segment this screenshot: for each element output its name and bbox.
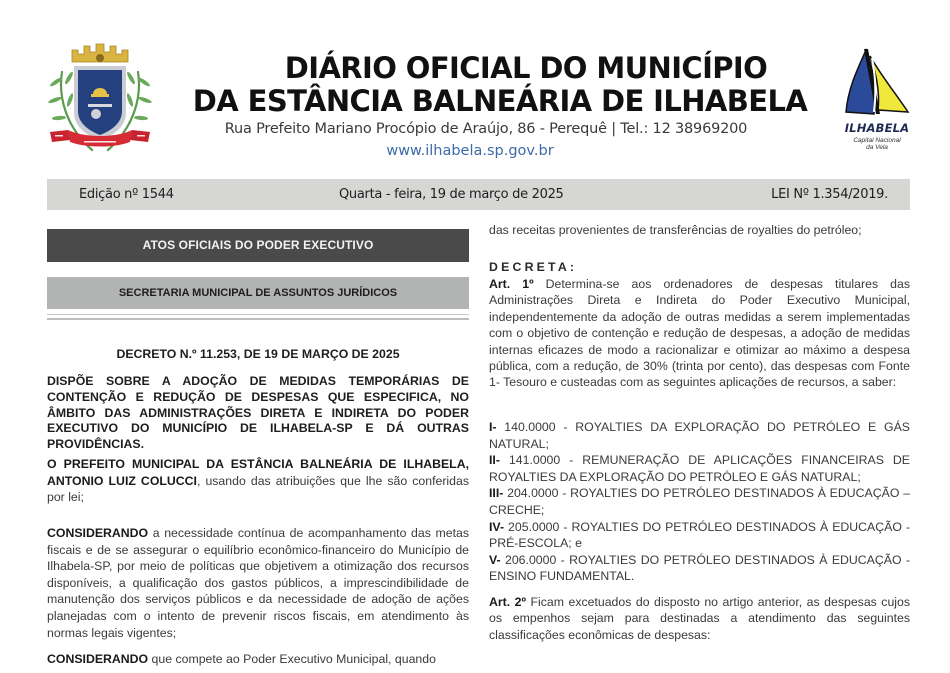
prefeito-paragraph: O PREFEITO MUNICIPAL DA ESTÂNCIA BALNEÁRIA DE ILHABELA, ANTONIO LUIZ COLUCCI, usando das atribuições que lhe são conferidas por lei; (47, 457, 469, 505)
article-2: Art. 2º Ficam excetuados do disposto no artigo anterior, as despesas cujos os empenhos sejam para destinadas a atendimento das seguintes classificações econômicas de despesas: (489, 595, 911, 642)
incisos-list (489, 419, 910, 585)
brand-name: ILHABELA (844, 121, 910, 135)
brand-tagline: Capital Nacional da Vela (853, 137, 901, 151)
decree-ementa: DISPÕE SOBRE A ADOÇÃO DE MEDIDAS TEMPORÁRIAS DE CONTENÇÃO E REDUÇÃO DE DESPESAS QUE ESPECIFICA, NO ÂMBITO DAS ADMINISTRAÇÕES DIRETA E INDIRETA DO PODER EXECUTIVO DO MUNICÍPIO DE ILHABELA-SP E DÁ OUTRAS PROVIDÊNCIAS. (47, 374, 469, 452)
masthead-address: Rua Prefeito Mariano Procópio de Araújo, 86 - Perequê | Tel.: 12 38969200 (224, 121, 748, 137)
list-item: II- 141.0000 - REMUNERAÇÃO DE APLICAÇÕES FINANCEIRAS DE ROYALTIES DA EXPLORAÇÃO DO PETRÓLEO E GÁS NATURAL; (489, 453, 910, 484)
considerando-paragraph: CONSIDERANDO a necessidade contínua de acompanhamento das metas fiscais e de se assegurar o equilíbrio econômico-financeiro do Município de Ilhabela-SP, por meio de políticas que objetivem a otimização dos recursos disponíveis, a qualificação dos gastos públicos, a imprescindibilidade de manutenção dos serviços públicos e da necessidade de adoção de ações planejadas com o intento de prevenir riscos fiscais, em atendimento às normas legais vigentes; (47, 526, 469, 640)
masthead-title-line1: DIÁRIO OFICIAL DO MUNICÍPIO (284, 51, 768, 85)
subsection-header: SECRETARIA MUNICIPAL DE ASSUNTOS JURÍDICOS (47, 277, 469, 309)
article-1: Art. 1º Determina-se aos ordenadores de despesas titulares das Administrações Direta e Indireta do Poder Executivo Municipal, independentemente da adoção de outras medidas a serem implementadas com o objetivo de contenção e redução de despesas, a adoção de medidas internas eficazes de modo a racionalizar e otimizar ao máximo a despesa pública, com a redução, de 30% (trinta por cento), das despesas com Fonte 1- Tesouro e custeadas com as seguintes aplicações de recursos, a saber: (489, 277, 910, 390)
edition-law-reference: LEI Nº 1.354/2019. (771, 187, 888, 202)
list-item: V- 206.0000 - ROYALTIES DO PETRÓLEO DESTINADOS À EDUCAÇÃO - ENSINO FUNDAMENTAL. (489, 552, 910, 584)
edition-number: Edição nº 1544 (79, 187, 174, 202)
list-item: III- 204.0000 - ROYALTIES DO PETRÓLEO DESTINADOS À EDUCAÇÃO – CRECHE; (489, 486, 910, 517)
list-item: I- 140.0000 - ROYALTIES DA EXPLORAÇÃO DO PETRÓLEO E GÁS NATURAL; (489, 420, 910, 451)
masthead-title-line2: DA ESTÂNCIA BALNEÁRIA DE ILHABELA (192, 84, 808, 118)
list-item: IV- 205.0000 - ROYALTIES DO PETRÓLEO DESTINADOS À EDUCAÇÃO - PRÉ-ESCOLA; e (489, 519, 910, 551)
continued-text: das receitas provenientes de transferências de royalties do petróleo; (489, 223, 862, 237)
edition-band (47, 179, 910, 210)
decree-title: DECRETO N.º 11.253, DE 19 DE MARÇO DE 2025 (116, 347, 400, 361)
edition-date: Quarta - feira, 19 de março de 2025 (339, 187, 564, 202)
sailboat-icon (836, 48, 918, 122)
section-header: ATOS OFICIAIS DO PODER EXECUTIVO (47, 229, 469, 262)
coat-of-arms-icon (44, 42, 156, 160)
decreta-heading: DECRETA: (489, 260, 578, 274)
considerando-paragraph: CONSIDERANDO que compete ao Poder Executivo Municipal, quando (47, 652, 436, 666)
ilhabela-logo (836, 48, 918, 158)
masthead (0, 0, 950, 172)
divider (47, 314, 469, 320)
website-link[interactable]: www.ilhabela.sp.gov.br (386, 143, 554, 159)
